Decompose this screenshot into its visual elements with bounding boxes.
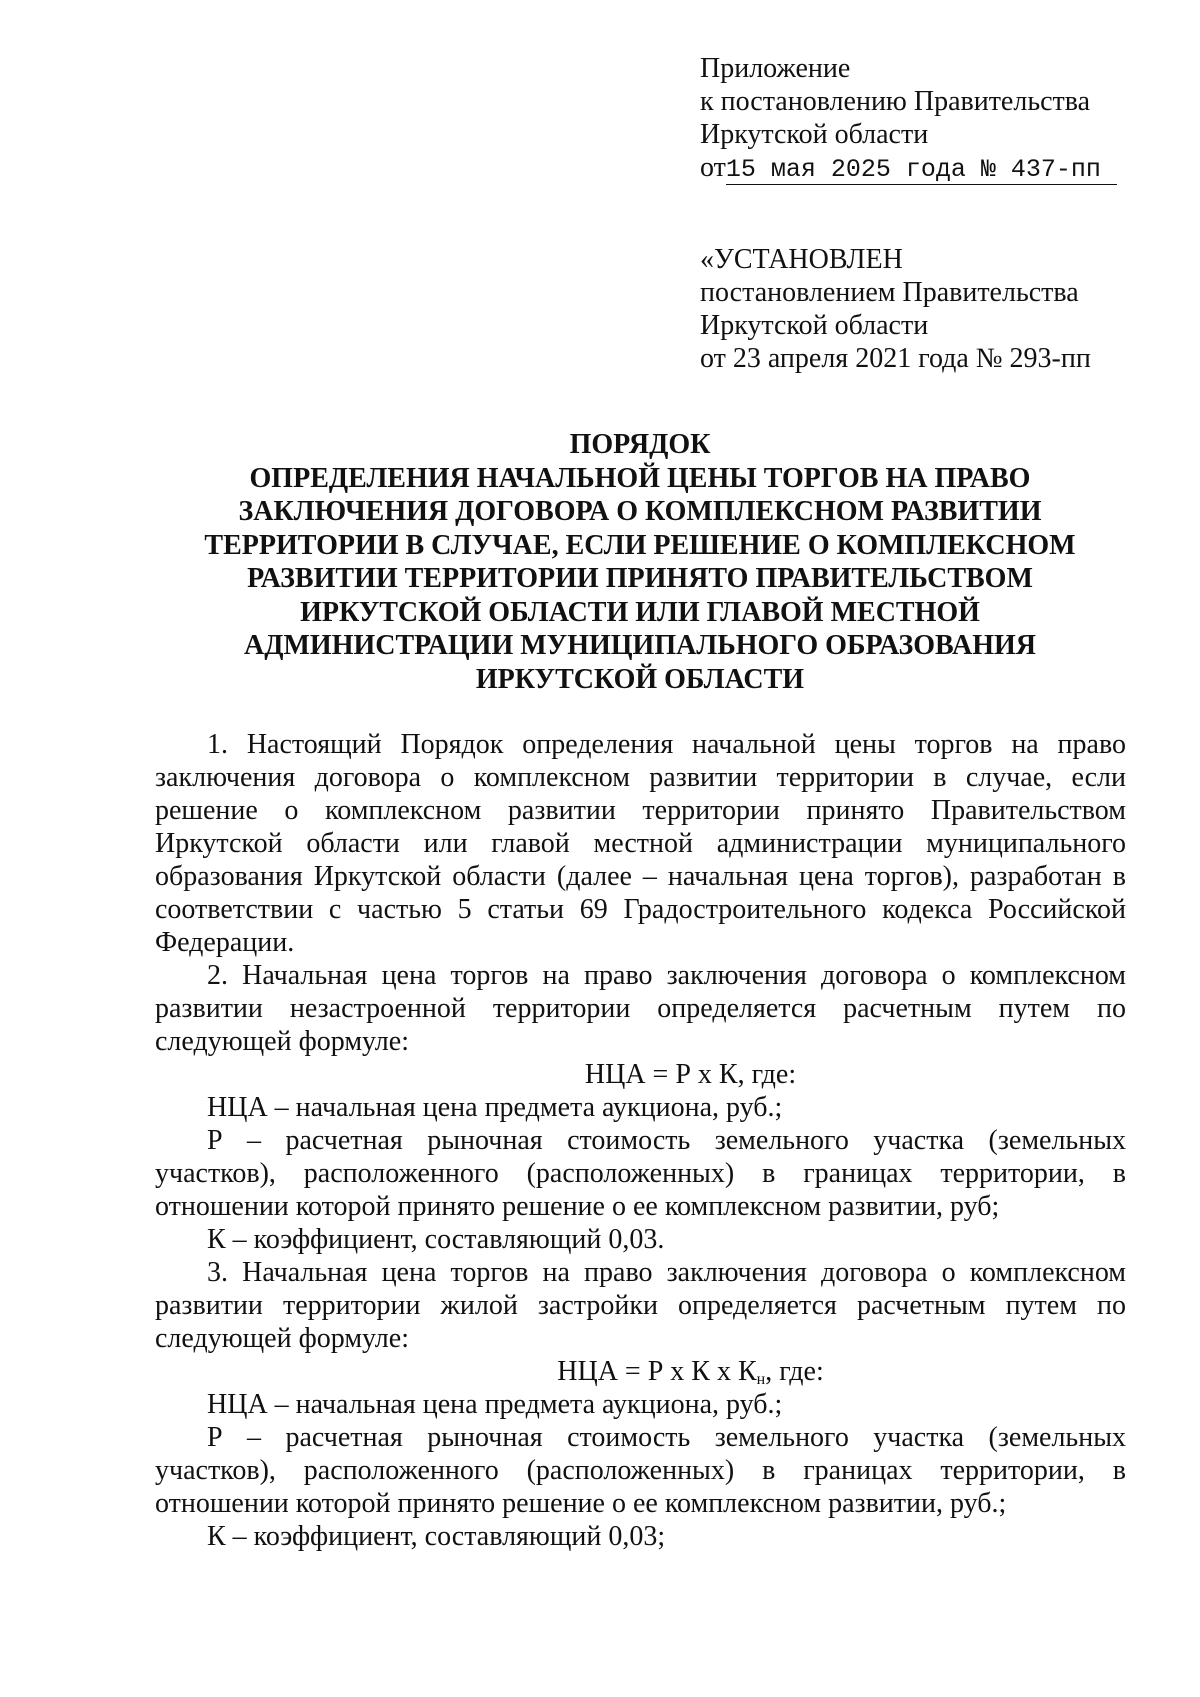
paragraph-3-r-definition: Р – расчетная рыночная стоимость земельного участка (земельных участков), расположенного (расположенных) в границах территории, в отношении которой принято решение о ее комплексном развитии, руб.; bbox=[155, 1422, 1126, 1519]
title-line-2: ОПРЕДЕЛЕНИЯ НАЧАЛЬНОЙ ЦЕНЫ ТОРГОВ НА ПРАВО bbox=[249, 462, 1031, 494]
appendix-line-2: к постановлению Правительства bbox=[700, 86, 1091, 117]
appendix-header bbox=[700, 52, 1120, 185]
document-body bbox=[155, 728, 1126, 1553]
paragraph-1: 1. Настоящий Порядок определения начальной цены торгов на право заключения договора о комплексном развитии территории в случае, если решение о комплексном развитии территории принято Правительством Иркутской области или главой местной администрации муниципального образования Иркутской области (далее – начальная цена торгов), разработан в соответствии с частью 5 статьи 69 Градостроительного кодекса Российской Федерации. bbox=[155, 729, 1126, 958]
paragraph-3: 3. Начальная цена торгов на право заключения договора о комплексном развитии территории жилой застройки определяется расчетным путем по следующей формуле: bbox=[155, 1257, 1126, 1354]
appendix-line-4 bbox=[700, 151, 1120, 185]
paragraph-2-nca-definition: НЦА – начальная цена предмета аукциона, руб.; bbox=[207, 1092, 783, 1123]
paragraph-2: 2. Начальная цена торгов на право заключения договора о комплексном развитии незастроенной территории определяется расчетным путем по следующей формуле: bbox=[155, 960, 1126, 1057]
appendix-date-number: 15 мая 2025 года № 437-пп bbox=[726, 156, 1117, 185]
formula-2-tail: , где: bbox=[765, 1356, 824, 1387]
approved-line-4: от 23 апреля 2021 года № 293-пп bbox=[700, 343, 1091, 374]
title-line-8: ИРКУТСКОЙ ОБЛАСТИ bbox=[475, 663, 805, 695]
document-title bbox=[150, 428, 1130, 696]
paragraph-2-r-definition: Р – расчетная рыночная стоимость земельного участка (земельных участков), расположенного (расположенных) в границах территории, в отношении которой принято решение о ее комплексном развитии, руб; bbox=[155, 1125, 1126, 1222]
approved-line-1: «УСТАНОВЛЕН bbox=[700, 244, 903, 275]
title-line-1: ПОРЯДОК bbox=[569, 429, 711, 460]
formula-1: НЦА = Р х К, где: bbox=[584, 1059, 797, 1090]
approved-header bbox=[700, 243, 1120, 375]
appendix-date-prefix: от bbox=[700, 152, 726, 183]
paragraph-2-k-definition: К – коэффициент, составляющий 0,03. bbox=[207, 1224, 665, 1255]
approved-line-3: Иркутской области bbox=[700, 310, 929, 341]
paragraph-3-k-definition: К – коэффициент, составляющий 0,03; bbox=[207, 1521, 666, 1552]
title-line-5: РАЗВИТИИ ТЕРРИТОРИИ ПРИНЯТО ПРАВИТЕЛЬСТВОМ bbox=[247, 563, 1033, 594]
title-line-7: АДМИНИСТРАЦИИ МУНИЦИПАЛЬНОГО ОБРАЗОВАНИЯ bbox=[244, 630, 1036, 661]
title-line-4: ТЕРРИТОРИИ В СЛУЧАЕ, ЕСЛИ РЕШЕНИЕ О КОМПЛЕКСНОМ bbox=[204, 529, 1076, 561]
appendix-line-1: Приложение bbox=[700, 53, 851, 84]
appendix-line-3: Иркутской области bbox=[700, 119, 929, 150]
paragraph-3-nca-definition: НЦА – начальная цена предмета аукциона, руб.; bbox=[207, 1389, 783, 1420]
formula-2-subscript: н bbox=[756, 1371, 766, 1388]
formula-2 bbox=[155, 1355, 1126, 1388]
title-line-3: ЗАКЛЮЧЕНИЯ ДОГОВОРА О КОМПЛЕКСНОМ РАЗВИТИИ bbox=[238, 496, 1042, 527]
approved-line-2: постановлением Правительства bbox=[700, 277, 1079, 308]
formula-2-main: НЦА = Р х К х К bbox=[557, 1356, 757, 1387]
title-line-6: ИРКУТСКОЙ ОБЛАСТИ ИЛИ ГЛАВОЙ МЕСТНОЙ bbox=[300, 596, 980, 628]
